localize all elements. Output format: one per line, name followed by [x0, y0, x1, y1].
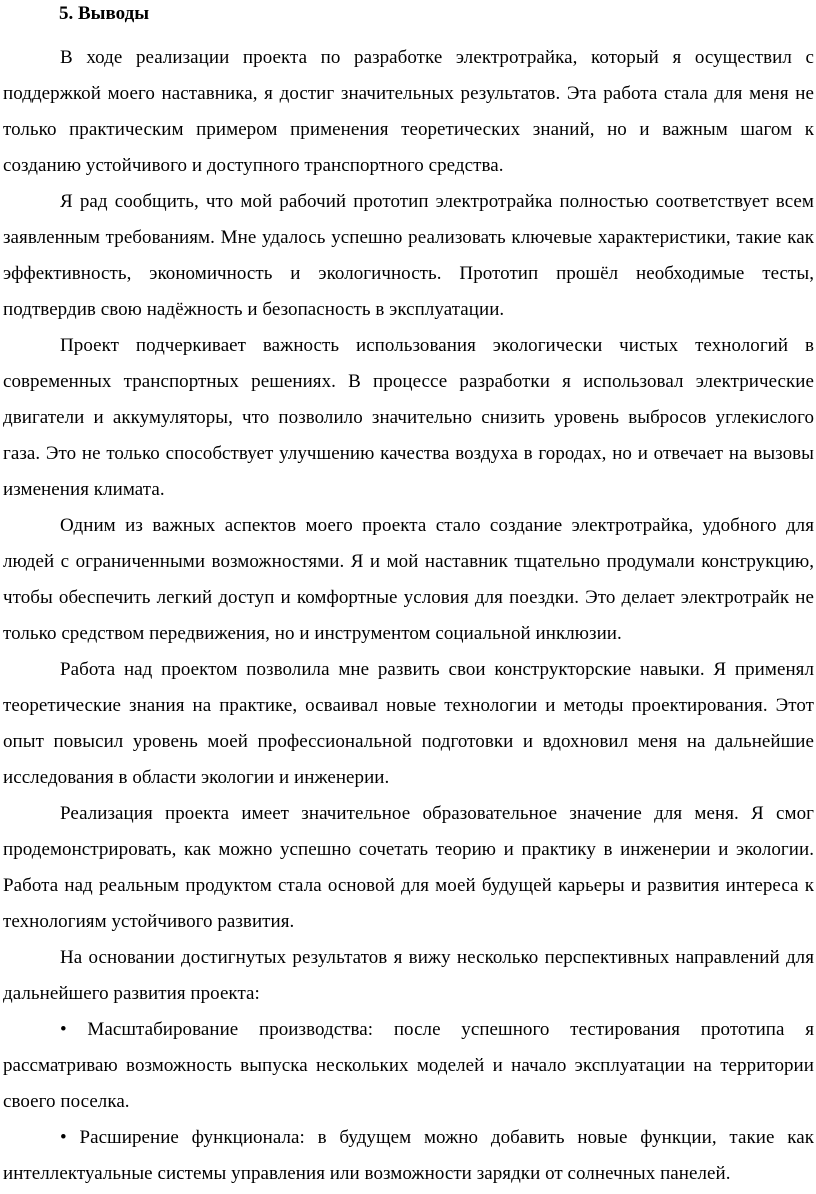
paragraph-directions-intro: На основании достигнутых результатов я вижу несколько перспективных направлений для дальнейшего развития проекта:: [3, 947, 814, 1004]
paragraph-prototype: Я рад сообщить, что мой рабочий прототип электротрайка полностью соответствует всем заявленным требованиям. Мне удалось успешно реализовать ключевые характеристики, такие как эффективность, экономичность и экологичность. Прототип прошёл необходимые тесты, подтвердив свою надёжность и безопасность в эксплуатации.: [3, 191, 814, 320]
paragraph-education: Реализация проекта имеет значительное образовательное значение для меня. Я смог продемонстрировать, как можно успешно сочетать теорию и практику в инженерии и экологии. Работа над реальным продуктом стала основой для моей будущей карьеры и развития интереса к технологиям устойчивого развития.: [3, 803, 814, 932]
paragraph-results: В ходе реализации проекта по разработке электротрайка, который я осуществил с поддержкой моего наставника, я достиг значительных результатов. Эта работа стала для меня не только практическим примером применения теоретических знаний, но и важным шагом к созданию устойчивого и доступного транспортного средства.: [3, 47, 814, 176]
paragraph-ecology: Проект подчеркивает важность использования экологически чистых технологий в современных транспортных решениях. В процессе разработки я использовал электрические двигатели и аккумуляторы, что позволило значительно снизить уровень выбросов углекислого газа. Это не только способствует улучшению качества воздуха в городах, но и отвечает на вызовы изменения климата.: [3, 335, 814, 500]
list-item-functionality: • Расширение функционала: в будущем можно добавить новые функции, такие как интеллектуальные системы управления или возможности зарядки от солнечных панелей.: [3, 1127, 814, 1184]
paragraph-skills: Работа над проектом позволила мне развить свои конструкторские навыки. Я применял теоретические знания на практике, осваивал новые технологии и методы проектирования. Этот опыт повысил уровень моей профессиональной подготовки и вдохновил меня на дальнейшие исследования в области экологии и инженерии.: [3, 659, 814, 788]
paragraph-accessibility: Одним из важных аспектов моего проекта стало создание электротрайка, удобного для людей с ограниченными возможностями. Я и мой наставник тщательно продумали конструкцию, чтобы обеспечить легкий доступ и комфортные условия для поездки. Это делает электротрайк не только средством передвижения, но и инструментом социальной инклюзии.: [3, 515, 814, 644]
section-heading: 5. Выводы: [59, 3, 150, 24]
list-item-scaling: • Масштабирование производства: после успешного тестирования прототипа я рассматриваю возможность выпуска нескольких моделей и начало эксплуатации на территории своего поселка.: [3, 1019, 814, 1112]
